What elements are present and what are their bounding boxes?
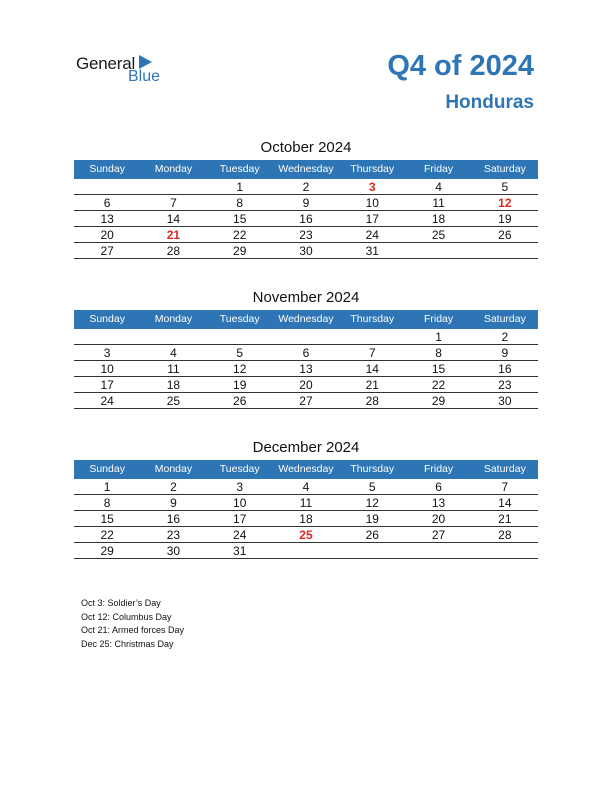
day-cell: 10 [365,196,379,210]
day-cell: 19 [233,378,247,392]
weekday-header: Thursday [350,163,395,175]
day-cell: 12 [233,362,247,376]
weekday-header: Thursday [350,313,395,325]
logo-text-blue: Blue [128,68,161,85]
day-cell: 17 [233,512,247,526]
day-cell: 6 [103,196,111,210]
day-cell: 20 [100,228,114,242]
day-cell: 4 [170,346,177,360]
week-row [74,329,538,345]
day-cell: 14 [498,496,512,510]
day-cell: 21 [498,512,512,526]
empty-day-cell [405,243,471,258]
week-row [74,179,538,195]
weekday-header: Thursday [350,463,395,475]
day-cell: 27 [100,244,114,258]
day-cell: 29 [431,394,446,408]
month-december [74,438,538,559]
month-title: December 2024 [252,439,360,456]
brand-logo [76,54,186,88]
day-cell: 1 [103,480,111,494]
day-cell: 9 [501,346,509,360]
empty-day-cell [339,329,405,344]
day-cell: 18 [431,212,446,226]
day-cell: 14 [166,212,181,226]
day-cell: 10 [100,362,114,376]
day-cell: 26 [233,394,247,408]
day-cell: 29 [100,544,114,558]
day-cell: 23 [299,228,313,242]
weekday-header-row [74,460,538,479]
week-row [74,243,538,259]
week-row [74,543,538,559]
day-cell: 26 [498,228,512,242]
day-cell: 10 [233,496,247,510]
day-cell: 5 [368,480,376,494]
week-row [74,495,538,511]
weekday-header: Wednesday [278,313,334,325]
day-cell: 29 [233,244,247,258]
empty-day-cell [273,543,339,558]
day-cell: 2 [302,180,310,194]
week-row [74,511,538,527]
empty-day-cell [140,329,206,344]
day-cell: 27 [299,394,313,408]
weekday-header: Sunday [89,163,125,175]
day-cell: 22 [431,378,446,392]
weekday-header: Monday [154,313,193,325]
day-cell: 6 [435,480,442,494]
day-cell: 13 [299,362,313,376]
day-cell: 11 [432,196,445,210]
day-cell: 16 [498,362,512,376]
day-cell: 4 [302,480,310,494]
day-cell: 20 [431,512,446,526]
day-cell: 5 [236,346,244,360]
day-cell: 27 [431,528,446,542]
weekday-header: Wednesday [278,163,334,175]
day-cell: 15 [233,212,247,226]
weekday-header: Friday [423,313,454,325]
weekday-header: Saturday [483,313,526,325]
day-cell: 30 [166,544,181,558]
day-cell: 12 [498,196,512,210]
day-cell: 15 [100,512,114,526]
day-cell: 17 [365,212,379,226]
day-cell: 16 [166,512,181,526]
day-cell: 4 [435,180,442,194]
day-cell: 6 [302,346,310,360]
weekday-header: Saturday [483,463,526,475]
empty-day-cell [472,543,538,558]
weekday-header: Tuesday [219,463,260,475]
week-row [74,211,538,227]
holiday-item: Oct 12: Columbus Day [81,611,172,622]
weekday-header: Tuesday [219,163,260,175]
weekday-header: Sunday [89,313,125,325]
empty-day-cell [140,179,206,194]
empty-day-cell [405,543,471,558]
empty-day-cell [273,329,339,344]
day-cell: 23 [166,528,181,542]
day-cell: 25 [431,228,446,242]
month-october [74,138,538,259]
day-cell: 24 [100,394,114,408]
day-cell: 9 [302,196,310,210]
day-cell: 14 [365,362,379,376]
day-cell: 26 [365,528,379,542]
day-cell: 28 [498,528,512,542]
holiday-item: Oct 3: Soldier’s Day [81,598,161,608]
month-title: November 2024 [252,289,360,306]
week-row [74,195,538,211]
week-row [74,227,538,243]
day-cell: 8 [435,346,442,360]
day-cell: 25 [299,528,313,542]
day-cell: 8 [103,496,111,510]
day-cell: 31 [233,544,247,558]
day-cell: 5 [501,180,509,194]
day-cell: 16 [299,212,313,226]
day-cell: 2 [170,480,177,494]
day-cell: 9 [170,496,177,510]
empty-day-cell [472,243,538,258]
weekday-header: Monday [154,463,193,475]
day-cell: 15 [431,362,446,376]
day-cell: 11 [299,496,313,510]
day-cell: 31 [365,244,379,258]
empty-day-cell [339,543,405,558]
day-cell: 17 [100,378,114,392]
logo-text-general: General [76,54,136,73]
day-cell: 19 [498,212,512,226]
day-cell: 8 [236,196,244,210]
day-cell: 24 [365,228,379,242]
week-row [74,361,538,377]
weekday-header-row [74,160,538,179]
week-row [74,377,538,393]
day-cell: 13 [100,212,114,226]
day-cell: 7 [368,346,376,360]
day-cell: 22 [100,528,114,542]
day-cell: 12 [365,496,379,510]
empty-day-cell [74,329,140,344]
day-cell: 28 [166,244,181,258]
day-cell: 7 [170,196,177,210]
day-cell: 3 [236,480,244,494]
day-cell: 23 [498,378,512,392]
day-cell: 1 [236,180,244,194]
day-cell: 18 [166,378,181,392]
day-cell: 2 [501,330,509,344]
day-cell: 30 [498,394,512,408]
month-title: October 2024 [260,139,352,156]
day-cell: 19 [365,512,379,526]
weekday-header: Wednesday [278,463,334,475]
empty-day-cell [74,179,140,194]
day-cell: 20 [299,378,313,392]
week-row [74,479,538,495]
day-cell: 1 [435,330,442,344]
holiday-list [81,597,184,652]
day-cell: 25 [166,394,181,408]
empty-day-cell [207,329,273,344]
country-name: Honduras [445,92,534,113]
quarter-title: Q4 of 2024 [387,50,534,82]
week-row [74,345,538,361]
logo-flag-icon [139,55,152,69]
day-cell: 7 [501,480,509,494]
day-cell: 11 [167,362,180,376]
day-cell: 13 [431,496,446,510]
day-cell: 3 [103,346,111,360]
day-cell: 18 [299,512,313,526]
weekday-header: Tuesday [219,313,260,325]
month-november [74,288,538,409]
day-cell: 22 [233,228,247,242]
day-cell: 21 [365,378,379,392]
day-cell: 30 [299,244,313,258]
day-cell: 3 [368,180,376,194]
day-cell: 28 [365,394,379,408]
day-cell: 24 [233,528,247,542]
holiday-item: Oct 21: Armed forces Day [81,625,185,636]
weekday-header-row [74,310,538,329]
weekday-header: Sunday [89,463,125,475]
weekday-header: Friday [423,163,454,175]
weekday-header: Saturday [483,163,526,175]
week-row [74,393,538,409]
weekday-header: Friday [423,463,454,475]
weekday-header: Monday [154,163,193,175]
holiday-item: Dec 25: Christmas Day [81,639,174,650]
day-cell: 21 [166,228,181,242]
week-row [74,527,538,543]
